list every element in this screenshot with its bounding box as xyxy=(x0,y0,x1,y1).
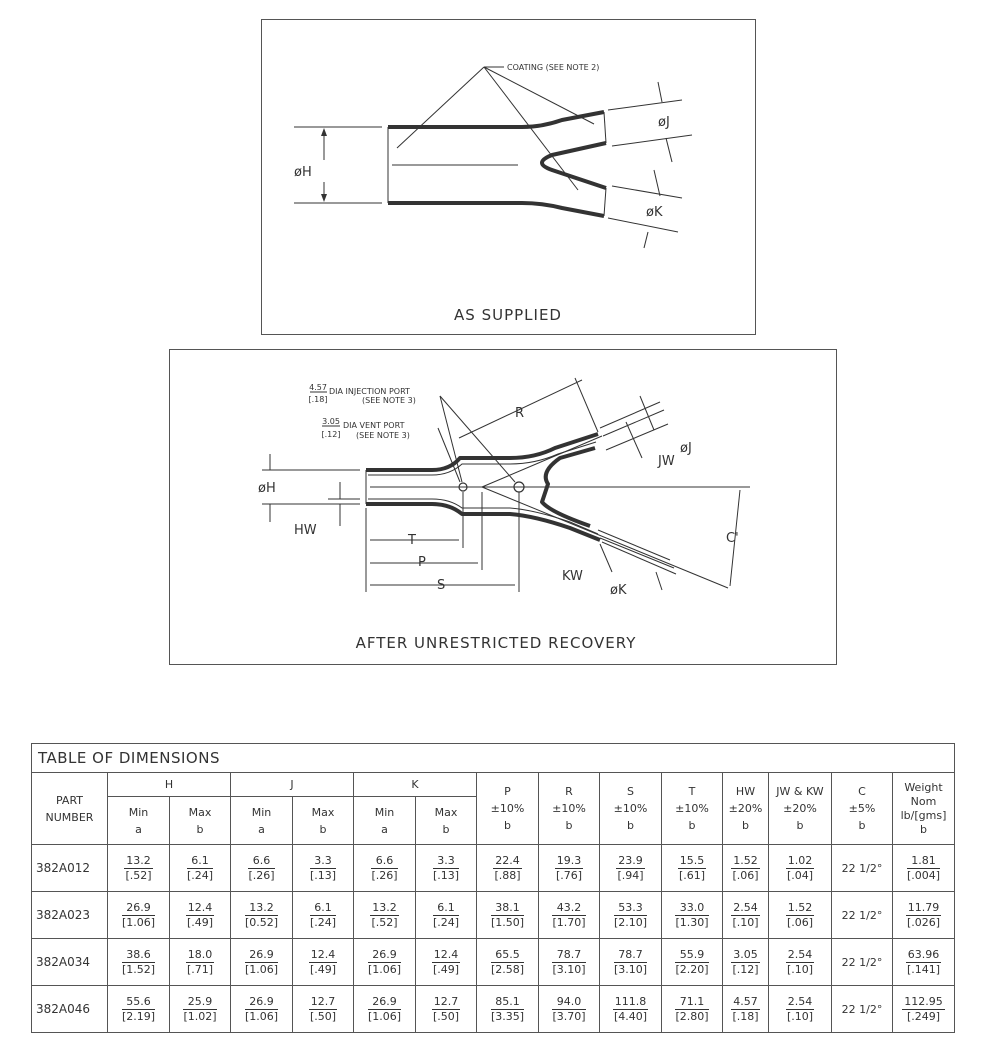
dimension-cell xyxy=(354,939,416,986)
dimension-cell-mm: 2.54 xyxy=(787,994,813,1008)
dimension-cell-mm: 55.9 xyxy=(675,948,708,963)
angle-cell: 22 1/2° xyxy=(832,892,893,939)
dimension-cell-mm: 26.9 xyxy=(245,995,278,1010)
dimension-cell-mm: 6.6 xyxy=(371,854,397,869)
angle-cell: 22 1/2° xyxy=(832,939,893,986)
leg-k-end xyxy=(604,188,606,216)
vent-port-text: DIA VENT PORT xyxy=(343,421,405,430)
weight-cell-mm: 11.79 xyxy=(907,900,940,914)
dim-c-label: C' xyxy=(726,531,739,546)
r-name: R xyxy=(565,785,573,798)
dimension-cell-mm: 15.5 xyxy=(679,853,705,867)
dimension-cell xyxy=(662,845,723,892)
p-tol: ±10% xyxy=(490,802,525,815)
as-supplied-figure xyxy=(261,19,756,335)
dimension-cell-in: [.24] xyxy=(186,868,214,882)
dimension-cell-mm: 1.52 xyxy=(733,853,758,867)
dimension-cell xyxy=(170,986,231,1033)
dimension-cell-mm: 65.5 xyxy=(491,948,524,963)
dimension-cell-in: [.50] xyxy=(309,1009,337,1023)
weight-cell xyxy=(893,892,955,939)
dimension-cell-mm: 12.7 xyxy=(433,994,459,1008)
dimensions-table xyxy=(31,743,955,1033)
dimension-cell-mm: 19.3 xyxy=(556,853,582,867)
dimension-cell-mm: 94.0 xyxy=(552,995,585,1010)
as-supplied-drawing xyxy=(262,20,755,334)
dimension-cell-in: [.61] xyxy=(678,868,706,882)
h-arrow-top xyxy=(321,128,327,136)
dimension-cell-mm: 12.4 xyxy=(310,947,336,961)
dimension-cell xyxy=(108,986,170,1033)
dimension-cell xyxy=(416,986,477,1033)
dimension-cell-mm: 33.0 xyxy=(675,901,708,916)
p-ref: b xyxy=(504,819,511,832)
k-max-ref: b xyxy=(442,822,450,836)
dimension-cell-in: [1.52] xyxy=(121,962,156,976)
after-recovery-figure xyxy=(169,349,837,665)
weight-cell xyxy=(893,845,955,892)
dimension-cell-mm: 12.4 xyxy=(433,947,459,961)
dimension-cell-in: [.10] xyxy=(786,1009,814,1023)
dim-k-label: øK xyxy=(646,205,663,220)
table-title: TABLE OF DIMENSIONS xyxy=(32,744,955,773)
h-min-label: Min xyxy=(128,805,149,819)
dimension-cell xyxy=(354,845,416,892)
h-max-header xyxy=(170,797,231,845)
kw-leader xyxy=(600,544,612,572)
dim-h-label-2: øH xyxy=(258,481,276,496)
dimension-cell xyxy=(477,845,539,892)
weight-cell-in: [.249] xyxy=(906,1009,941,1023)
weight-cell xyxy=(893,986,955,1033)
dimension-cell xyxy=(723,892,769,939)
dimension-cell-mm: 13.2 xyxy=(245,901,278,916)
dimension-cell-in: [.10] xyxy=(732,915,759,929)
dimension-cell-in: [.12] xyxy=(732,962,759,976)
dimension-cell-in: [.24] xyxy=(432,915,460,929)
angle-cell: 22 1/2° xyxy=(832,986,893,1033)
j-max-header xyxy=(293,797,354,845)
dimension-cell xyxy=(600,892,662,939)
coating-leader-3 xyxy=(484,67,594,124)
k-ext-top xyxy=(612,186,682,198)
vent-port-note: (SEE NOTE 3) xyxy=(356,431,410,440)
jwkw-tol: ±20% xyxy=(783,802,817,815)
jwkw-header xyxy=(769,773,832,845)
jwkw-ref: b xyxy=(796,819,804,832)
dimension-cell-in: [.04] xyxy=(786,868,814,882)
dimension-cell xyxy=(416,892,477,939)
j-min-header xyxy=(231,797,293,845)
s-ref: b xyxy=(627,819,634,832)
hw-name: HW xyxy=(735,785,756,798)
k-min-label: Min xyxy=(374,805,395,819)
k-min-header xyxy=(354,797,416,845)
j-min-ref: a xyxy=(258,822,265,836)
dimension-cell-mm: 53.3 xyxy=(614,901,647,916)
j-min-label: Min xyxy=(251,805,272,819)
p-name: P xyxy=(504,785,511,798)
dimension-cell xyxy=(477,986,539,1033)
as-supplied-caption: AS SUPPLIED xyxy=(454,306,562,324)
coating-note: COATING (SEE NOTE 2) xyxy=(507,63,600,72)
dimension-cell xyxy=(416,939,477,986)
table-row xyxy=(32,845,955,892)
dim-j-label: øJ xyxy=(658,115,670,130)
dimension-cell-in: [1.06] xyxy=(244,962,279,976)
dimension-cell-mm: 3.3 xyxy=(310,854,336,869)
j-max-ref: b xyxy=(319,822,327,836)
dimension-cell xyxy=(662,892,723,939)
dimension-cell-mm: 6.1 xyxy=(187,854,213,869)
dimension-cell xyxy=(769,845,832,892)
weight-cell xyxy=(893,939,955,986)
dimension-cell xyxy=(662,939,723,986)
k-dim-line-top xyxy=(654,170,660,196)
h-min-ref: a xyxy=(135,822,142,836)
weight-ref: b xyxy=(920,822,927,836)
dimension-cell xyxy=(539,845,600,892)
dimension-cell-in: [.88] xyxy=(494,868,521,882)
dimension-cell-mm: 3.05 xyxy=(733,947,758,961)
dimension-cell-mm: 13.2 xyxy=(372,900,397,914)
weight-units: lb/[gms] xyxy=(900,808,947,822)
dimension-cell xyxy=(293,845,354,892)
p-header xyxy=(477,773,539,845)
part-header-line1: PART xyxy=(55,793,84,807)
dimension-cell-in: [3.35] xyxy=(490,1009,525,1023)
injection-port-text: DIA INJECTION PORT xyxy=(329,387,410,396)
dimension-cell xyxy=(539,939,600,986)
dimension-cell-in: [1.06] xyxy=(244,1009,279,1023)
table-row xyxy=(32,892,955,939)
j-ext-bottom xyxy=(612,135,692,146)
vent-port-num: 3.05 xyxy=(322,417,340,426)
dimension-cell-in: [.76] xyxy=(555,868,583,882)
dimension-cell-mm: 26.9 xyxy=(122,901,155,916)
part-number-header xyxy=(32,773,108,845)
dimension-cell xyxy=(170,845,231,892)
dimension-cell-mm: 2.54 xyxy=(787,947,813,961)
dimension-cell xyxy=(170,939,231,986)
dimension-cell-mm: 2.54 xyxy=(733,900,758,914)
angle-cell: 22 1/2° xyxy=(832,845,893,892)
dimension-cell-mm: 38.6 xyxy=(122,948,155,963)
dim-hw-label: HW xyxy=(294,523,317,538)
dimension-cell-mm: 6.1 xyxy=(433,901,459,916)
dimension-cell-in: [.10] xyxy=(786,962,814,976)
part-number-cell: 382A023 xyxy=(32,892,108,939)
dimension-cell-in: [2.20] xyxy=(675,962,709,976)
c-tol: ±5% xyxy=(848,802,876,815)
dimension-cell xyxy=(600,986,662,1033)
h-max-label: Max xyxy=(188,805,212,819)
k-ext-bottom xyxy=(608,218,678,232)
dimension-cell xyxy=(600,845,662,892)
dimension-cell-mm: 3.3 xyxy=(433,854,459,869)
dimension-cell-mm: 4.57 xyxy=(733,994,758,1008)
dimension-cell-in: [.13] xyxy=(309,868,337,882)
weight-cell-mm: 1.81 xyxy=(907,854,940,869)
j-group-header: J xyxy=(231,773,354,797)
injection-port-num: 4.57 xyxy=(309,383,327,392)
dim-k-label-2: øK xyxy=(610,583,627,598)
dimension-cell-mm: 26.9 xyxy=(368,948,401,963)
dimension-cell-mm: 26.9 xyxy=(368,995,401,1010)
part-number-cell: 382A046 xyxy=(32,986,108,1033)
dimension-cell xyxy=(231,986,293,1033)
j-dim-line-bottom xyxy=(666,138,672,162)
coating-leader-1 xyxy=(397,67,484,148)
dimension-cell xyxy=(170,892,231,939)
dimension-cell-in: [1.30] xyxy=(675,915,709,929)
dimension-cell-in: [.06] xyxy=(732,868,759,882)
dimension-cell-in: [3.10] xyxy=(552,962,586,976)
weight-cell-in: [.026] xyxy=(906,915,941,929)
part-header-line2: NUMBER xyxy=(45,810,94,824)
after-recovery-caption: AFTER UNRESTRICTED RECOVERY xyxy=(355,634,637,652)
dimension-cell-mm: 78.7 xyxy=(552,948,585,963)
dimension-cell-mm: 1.02 xyxy=(787,853,813,867)
dimension-cell-in: [1.70] xyxy=(552,915,586,929)
dimension-cell xyxy=(769,939,832,986)
dimension-cell-in: [1.02] xyxy=(183,1009,217,1023)
dimension-cell xyxy=(108,845,170,892)
dimension-cell-mm: 12.4 xyxy=(187,900,213,914)
jwkw-name: JW & KW xyxy=(776,785,824,798)
dim-s-label: S xyxy=(437,578,446,593)
dimension-cell-mm: 13.2 xyxy=(126,853,151,867)
dimension-cell-mm: 6.6 xyxy=(248,854,274,869)
j-dim-line xyxy=(640,396,654,430)
injection-port-note: (SEE NOTE 3) xyxy=(362,396,416,405)
dimension-cell-mm: 38.1 xyxy=(491,901,524,916)
dimension-cell-in: [2.19] xyxy=(121,1009,156,1023)
dimension-cell-in: [.94] xyxy=(617,868,644,882)
dimension-cell xyxy=(723,986,769,1033)
h-max-ref: b xyxy=(196,822,204,836)
dimension-cell-in: [0.52] xyxy=(244,915,279,929)
dimension-cell-in: [.26] xyxy=(248,868,275,882)
vent-port-den: [.12] xyxy=(321,430,341,439)
dimension-cell-in: [3.70] xyxy=(552,1009,586,1023)
dim-r-label: R xyxy=(515,406,525,421)
part-number-cell: 382A012 xyxy=(32,845,108,892)
t-header xyxy=(662,773,723,845)
hw-tol: ±20% xyxy=(728,802,763,815)
k-dim-line-2 xyxy=(656,572,662,590)
dimension-cell xyxy=(477,939,539,986)
c-header xyxy=(832,773,893,845)
recovered-j-axis xyxy=(482,436,602,487)
dim-j-label-2: øJ xyxy=(680,441,692,456)
dimension-cell-in: [2.80] xyxy=(675,1009,709,1023)
boot-lower-outline xyxy=(388,203,604,216)
hw-ref: b xyxy=(742,819,749,832)
dimension-cell-mm: 1.52 xyxy=(787,900,813,914)
s-header xyxy=(600,773,662,845)
dimension-cell-in: [.50] xyxy=(432,1009,460,1023)
dim-t-label: T xyxy=(408,533,416,548)
table-row xyxy=(32,986,955,1033)
j-ext-top xyxy=(608,100,682,110)
dimension-cell-in: [1.06] xyxy=(367,962,402,976)
leg-j-end xyxy=(604,112,606,143)
k-group-header: K xyxy=(354,773,477,797)
dimension-cell xyxy=(354,892,416,939)
dimension-cell-mm: 26.9 xyxy=(245,948,278,963)
dimension-cell xyxy=(539,986,600,1033)
dimension-cell-in: [.49] xyxy=(186,915,214,929)
dimension-cell-in: [.13] xyxy=(432,868,460,882)
h-min-header xyxy=(108,797,170,845)
r-header xyxy=(539,773,600,845)
dimension-cell-in: [.71] xyxy=(186,962,214,976)
weight-nom: Nom xyxy=(910,794,937,808)
boot-crotch-outline xyxy=(542,143,606,188)
dimension-cell-in: [.24] xyxy=(309,915,337,929)
boot-upper-outline xyxy=(388,112,604,127)
table-body xyxy=(32,845,955,1033)
dimension-cell xyxy=(108,892,170,939)
dimension-cell-mm: 18.0 xyxy=(187,947,213,961)
dimension-cell xyxy=(231,939,293,986)
dimension-cell xyxy=(354,986,416,1033)
dimension-cell-mm: 6.1 xyxy=(310,901,336,916)
t-tol: ±10% xyxy=(675,802,709,815)
dimension-cell-in: [.06] xyxy=(786,915,814,929)
jw-leader xyxy=(626,422,642,458)
dim-p-label: P xyxy=(418,555,426,570)
dimension-cell xyxy=(539,892,600,939)
dim-h-label: øH xyxy=(294,165,312,180)
dim-kw-label: KW xyxy=(562,569,583,584)
r-ext xyxy=(575,378,598,432)
r-tol: ±10% xyxy=(552,802,586,815)
t-name: T xyxy=(688,785,696,798)
hw-header xyxy=(723,773,769,845)
dimension-cell xyxy=(723,845,769,892)
dimension-cell-in: [.49] xyxy=(309,962,337,976)
dimension-cell-mm: 23.9 xyxy=(618,853,643,867)
dimension-cell-mm: 85.1 xyxy=(491,995,524,1010)
injection-port-den: [.18] xyxy=(308,395,328,404)
dimension-cell-mm: 55.6 xyxy=(122,995,155,1010)
weight-cell-in: [.004] xyxy=(906,868,941,882)
dimension-cell-in: [.49] xyxy=(432,962,460,976)
dimension-cell-in: [1.06] xyxy=(367,1009,402,1023)
k-max-label: Max xyxy=(434,805,458,819)
kw-ext-2 xyxy=(600,538,674,568)
dimension-cell-in: [2.58] xyxy=(490,962,525,976)
k-min-ref: a xyxy=(381,822,388,836)
dimension-cell-in: [.52] xyxy=(371,915,398,929)
weight-header xyxy=(893,773,955,845)
dim-jw-label: JW xyxy=(658,454,675,469)
k-dim-line-bottom xyxy=(644,232,648,248)
dimension-cell-in: [.26] xyxy=(371,868,398,882)
weight-cell-mm: 63.96 xyxy=(907,947,940,961)
dimension-cell-in: [.52] xyxy=(125,868,152,882)
c-ref: b xyxy=(858,819,866,832)
k-max-header xyxy=(416,797,477,845)
recovered-lower-outer xyxy=(366,504,600,540)
dimension-cell xyxy=(600,939,662,986)
dimension-cell-mm: 25.9 xyxy=(183,995,216,1010)
dimension-cell xyxy=(293,939,354,986)
dimension-cell-in: [1.06] xyxy=(121,915,156,929)
part-number-cell: 382A034 xyxy=(32,939,108,986)
dimension-cell-mm: 71.1 xyxy=(675,995,708,1010)
dimension-cell-in: [4.40] xyxy=(613,1009,648,1023)
weight-name: Weight xyxy=(904,780,943,794)
dimension-cell xyxy=(769,986,832,1033)
dimension-cell xyxy=(416,845,477,892)
dimension-cell-in: [2.10] xyxy=(613,915,648,929)
weight-cell-mm: 112.95 xyxy=(904,994,943,1008)
table-row xyxy=(32,939,955,986)
after-recovery-drawing xyxy=(170,350,836,664)
c-name: C xyxy=(858,785,866,798)
dimension-cell-mm: 111.8 xyxy=(614,994,647,1008)
dimension-cell-mm: 78.7 xyxy=(614,948,647,963)
t-ref: b xyxy=(688,819,696,832)
dimension-cell-in: [1.50] xyxy=(490,915,525,929)
dimension-cell-mm: 12.7 xyxy=(310,994,336,1008)
h-arrow-bottom xyxy=(321,194,327,202)
dimension-cell xyxy=(662,986,723,1033)
dimension-cell-mm: 22.4 xyxy=(495,853,520,867)
dimension-cell-in: [.18] xyxy=(732,1009,759,1023)
weight-cell-in: [.141] xyxy=(906,962,941,976)
j-max-label: Max xyxy=(311,805,335,819)
dimension-cell xyxy=(769,892,832,939)
dimension-cell xyxy=(108,939,170,986)
s-name: S xyxy=(627,785,634,798)
dimension-cell xyxy=(293,892,354,939)
h-group-header: H xyxy=(108,773,231,797)
s-tol: ±10% xyxy=(613,802,648,815)
dimension-cell xyxy=(293,986,354,1033)
dimension-cell xyxy=(477,892,539,939)
dimension-cell-in: [3.10] xyxy=(613,962,648,976)
dimension-cell xyxy=(723,939,769,986)
dimension-cell xyxy=(231,845,293,892)
j-dim-line-top xyxy=(658,82,662,102)
r-ref: b xyxy=(565,819,573,832)
dimension-cell xyxy=(231,892,293,939)
dimension-cell-mm: 43.2 xyxy=(552,901,585,916)
